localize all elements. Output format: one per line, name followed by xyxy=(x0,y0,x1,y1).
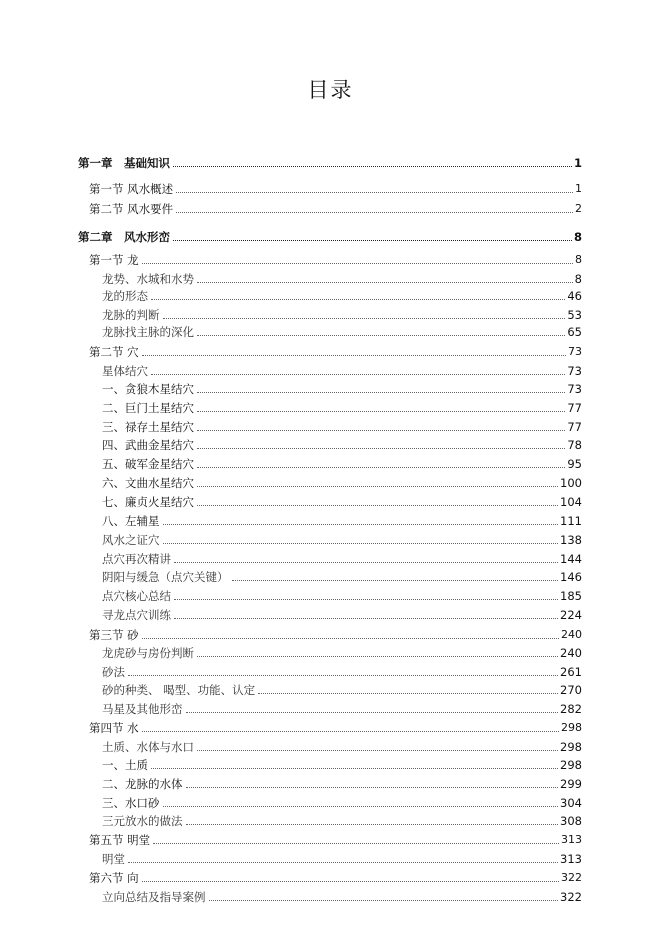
dot-leader xyxy=(142,731,559,732)
toc-item xyxy=(0,472,661,490)
toc-page-number: 1 xyxy=(573,156,582,170)
toc-page-number: 111 xyxy=(560,514,582,528)
toc-entry-label: 三、水口砂 xyxy=(102,796,160,810)
dot-leader xyxy=(174,562,558,563)
dot-leader xyxy=(173,240,572,241)
toc-item xyxy=(0,886,661,904)
toc-entry-label: 明堂 xyxy=(102,852,125,866)
dot-leader xyxy=(163,524,559,525)
toc-entry-label: 风水之证穴 xyxy=(102,533,160,547)
toc-page-number: 8 xyxy=(575,253,582,266)
toc-item xyxy=(0,848,661,866)
toc-section xyxy=(0,249,661,267)
toc-item xyxy=(0,304,661,322)
toc-section xyxy=(0,867,661,885)
toc-page-number: 146 xyxy=(560,570,582,584)
toc-entry-label: 四、武曲金星结穴 xyxy=(102,438,194,452)
toc-page-number: 73 xyxy=(568,345,582,358)
toc-entry-label: 龙势、水城和水势 xyxy=(102,272,194,286)
toc-page-number: 8 xyxy=(574,272,582,286)
dot-leader xyxy=(186,787,559,788)
toc-entry-label: 第一节 风水概述 xyxy=(89,182,174,196)
toc-page-number: 322 xyxy=(561,871,582,884)
toc-page-number: 240 xyxy=(560,646,582,660)
toc-entry-label: 砂法 xyxy=(102,665,125,679)
toc-item xyxy=(0,642,661,660)
toc-item xyxy=(0,736,661,754)
toc-item xyxy=(0,548,661,566)
toc-entry-label: 第二章 风水形峦 xyxy=(78,230,170,244)
toc-entry-label: 一、土质 xyxy=(102,758,148,772)
toc-item xyxy=(0,585,661,603)
toc-entry-label: 寻龙点穴训练 xyxy=(102,608,171,622)
toc-entry-label: 龙的形态 xyxy=(102,289,148,303)
dot-leader xyxy=(151,768,558,769)
toc-page-number: 77 xyxy=(567,401,582,415)
toc-chapter xyxy=(0,152,661,170)
toc-page-number: 298 xyxy=(560,758,582,772)
toc-item xyxy=(0,604,661,622)
dot-leader xyxy=(128,862,558,863)
toc-item xyxy=(0,510,661,528)
toc-entry-label: 三、禄存土星结穴 xyxy=(102,420,194,434)
toc-entry-label: 砂的种类、 喝型、功能、认定 xyxy=(102,683,256,697)
dot-leader xyxy=(197,411,565,412)
dot-leader xyxy=(151,299,565,300)
toc-page-number: 282 xyxy=(560,702,582,716)
toc-page-number: 224 xyxy=(560,608,582,622)
toc-page-number: 138 xyxy=(560,533,582,547)
toc-entry-label: 第二节 风水要件 xyxy=(89,202,174,216)
dot-leader xyxy=(197,392,565,393)
dot-leader xyxy=(258,693,558,694)
toc-section xyxy=(0,178,661,196)
dot-leader xyxy=(197,448,565,449)
dot-leader xyxy=(163,543,559,544)
toc-page-number: 53 xyxy=(567,308,582,322)
dot-leader xyxy=(197,486,558,487)
toc-page-number: 308 xyxy=(560,814,582,828)
toc-entry-label: 二、龙脉的水体 xyxy=(102,777,183,791)
toc-item xyxy=(0,661,661,679)
toc-page-number: 298 xyxy=(560,740,582,754)
toc-entry-label: 八、左辅星 xyxy=(102,514,160,528)
dot-leader xyxy=(173,166,572,167)
toc-item xyxy=(0,529,661,547)
toc-entry-label: 第一节 龙 xyxy=(89,253,139,267)
toc-entry-label: 一、贪狼木星结穴 xyxy=(102,382,194,396)
dot-leader xyxy=(209,900,559,901)
toc-page-number: 240 xyxy=(561,628,582,641)
dot-leader xyxy=(174,599,558,600)
toc-entry-label: 第五节 明堂 xyxy=(89,833,151,847)
toc-entry-label: 点穴核心总结 xyxy=(102,589,171,603)
toc-section xyxy=(0,198,661,216)
toc-entry-label: 六、文曲水星结穴 xyxy=(102,476,194,490)
toc-page-number: 104 xyxy=(560,495,582,509)
toc-page-number: 8 xyxy=(573,230,582,244)
toc-item xyxy=(0,698,661,716)
page-title: 目录 xyxy=(307,78,354,102)
dot-leader xyxy=(142,881,559,882)
toc-page-number: 322 xyxy=(560,890,582,904)
toc-page-number: 2 xyxy=(575,202,582,215)
toc-item xyxy=(0,491,661,509)
toc-page-number: 46 xyxy=(567,289,582,303)
toc-entry-label: 点穴再次精讲 xyxy=(102,552,171,566)
toc-entry-label: 土质、水体与水口 xyxy=(102,740,194,754)
toc-entry-label: 立向总结及指导案例 xyxy=(102,890,206,904)
toc-entry-label: 龙脉的判断 xyxy=(102,308,160,322)
toc-item xyxy=(0,397,661,415)
dot-leader xyxy=(128,675,558,676)
toc-entry-label: 星体结穴 xyxy=(102,364,148,378)
toc-item xyxy=(0,754,661,772)
toc-page-number: 144 xyxy=(560,552,582,566)
dot-leader xyxy=(174,618,558,619)
toc-item xyxy=(0,434,661,452)
toc-page-number: 65 xyxy=(567,325,582,339)
toc-item xyxy=(0,566,661,584)
toc-section xyxy=(0,717,661,735)
dot-leader xyxy=(163,806,559,807)
toc-page-number: 299 xyxy=(560,777,582,791)
toc-entry-label: 阴阳与缓急（点穴关键） xyxy=(102,570,229,584)
toc-chapter xyxy=(0,226,661,244)
dot-leader xyxy=(197,335,565,336)
toc-item xyxy=(0,268,661,286)
dot-leader xyxy=(197,750,558,751)
toc-item xyxy=(0,378,661,396)
toc-item xyxy=(0,416,661,434)
toc-item xyxy=(0,285,661,303)
toc-page-number: 73 xyxy=(567,382,582,396)
toc-item xyxy=(0,321,661,339)
toc-page-number: 95 xyxy=(567,457,582,471)
toc-entry-label: 五、破军金星结穴 xyxy=(102,457,194,471)
toc-section xyxy=(0,341,661,359)
toc-page-number: 77 xyxy=(567,420,582,434)
dot-leader xyxy=(142,638,559,639)
dot-leader xyxy=(151,374,565,375)
toc-page-number: 261 xyxy=(560,665,582,679)
toc-page-number: 1 xyxy=(575,182,582,195)
toc-page-number: 78 xyxy=(567,438,582,452)
toc-page-number: 73 xyxy=(567,364,582,378)
dot-leader xyxy=(186,712,559,713)
dot-leader xyxy=(186,824,559,825)
toc-page-number: 313 xyxy=(560,852,582,866)
toc-entry-label: 第三节 砂 xyxy=(89,628,139,642)
toc-entry-label: 第一章 基础知识 xyxy=(78,156,170,170)
dot-leader xyxy=(197,282,573,283)
toc-item xyxy=(0,453,661,471)
toc-entry-label: 龙虎砂与房份判断 xyxy=(102,646,194,660)
dot-leader xyxy=(197,656,558,657)
toc-page-number: 313 xyxy=(561,833,582,846)
toc-entry-label: 三元放水的做法 xyxy=(102,814,183,828)
toc-entry-label: 第六节 向 xyxy=(89,871,139,885)
dot-leader xyxy=(197,430,565,431)
dot-leader xyxy=(153,843,559,844)
toc-entry-label: 第四节 水 xyxy=(89,721,139,735)
toc-section xyxy=(0,624,661,642)
toc-item xyxy=(0,773,661,791)
toc-section xyxy=(0,829,661,847)
toc-entry-label: 龙脉找主脉的深化 xyxy=(102,325,194,339)
toc-page-number: 270 xyxy=(560,683,582,697)
dot-leader xyxy=(142,355,566,356)
dot-leader xyxy=(232,580,559,581)
toc-item xyxy=(0,360,661,378)
toc-entry-label: 二、巨门土星结穴 xyxy=(102,401,194,415)
toc-page-number: 185 xyxy=(560,589,582,603)
toc-entry-label: 第二节 穴 xyxy=(89,345,139,359)
toc-entry-label: 马星及其他形峦 xyxy=(102,702,183,716)
dot-leader xyxy=(197,467,565,468)
toc-page-number: 304 xyxy=(560,796,582,810)
dot-leader xyxy=(197,505,558,506)
dot-leader xyxy=(176,212,573,213)
dot-leader xyxy=(142,263,573,264)
toc-page-number: 298 xyxy=(561,721,582,734)
toc-item xyxy=(0,679,661,697)
dot-leader xyxy=(176,192,573,193)
dot-leader xyxy=(163,318,566,319)
toc-item xyxy=(0,810,661,828)
toc-page-number: 100 xyxy=(560,476,582,490)
toc-entry-label: 七、廉贞火星结穴 xyxy=(102,495,194,509)
toc-item xyxy=(0,792,661,810)
